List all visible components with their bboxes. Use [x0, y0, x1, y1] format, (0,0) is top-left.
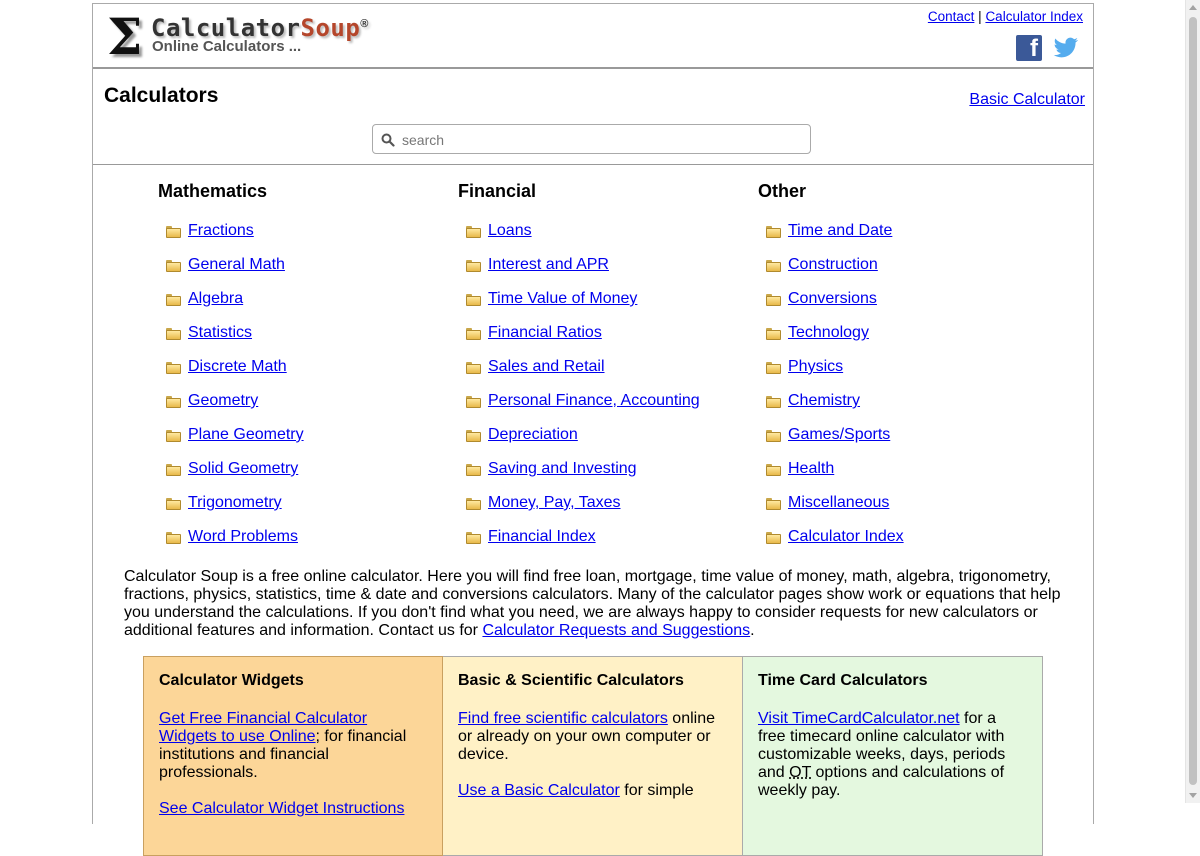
category-list: [158, 220, 458, 560]
folder-icon: [766, 294, 781, 306]
site-header: [93, 4, 1093, 69]
box-text-span: options and calculations of weekly pay.: [758, 764, 1005, 799]
scroll-up-arrow-icon[interactable]: [1189, 5, 1197, 10]
folder-icon: [466, 464, 481, 476]
list-item: [166, 356, 458, 390]
folder-icon: [166, 328, 181, 340]
box-title: Calculator Widgets: [159, 672, 304, 689]
top-links: [928, 9, 1083, 24]
box-text: [458, 710, 727, 764]
widgets-link[interactable]: Get Free Financial Calculator Widgets to use Online: [159, 710, 368, 745]
category-link[interactable]: Financial Index: [488, 528, 596, 545]
list-item: [766, 322, 1058, 356]
list-item: [166, 254, 458, 288]
category-link[interactable]: Depreciation: [488, 426, 578, 443]
folder-icon: [466, 226, 481, 238]
intro-paragraph: [124, 568, 1069, 640]
page-container: [92, 3, 1094, 824]
folder-icon: [166, 260, 181, 272]
folder-icon: [166, 362, 181, 374]
box-text-span: for a free timecard online calculator with customizable weeks, days, periods and: [758, 710, 1006, 781]
category-link[interactable]: Interest and APR: [488, 256, 609, 273]
list-item: [466, 390, 758, 424]
search-icon: [381, 133, 395, 147]
category-link[interactable]: Construction: [788, 256, 878, 273]
twitter-icon[interactable]: [1052, 35, 1080, 61]
category-link[interactable]: Chemistry: [788, 392, 861, 409]
list-item: [466, 220, 758, 254]
list-item: [466, 458, 758, 492]
folder-icon: [766, 226, 781, 238]
folder-icon: [466, 498, 481, 510]
list-item: [766, 390, 1058, 424]
scientific-box: [443, 656, 743, 856]
folder-icon: [766, 396, 781, 408]
folder-icon: [766, 362, 781, 374]
list-item: [466, 526, 758, 560]
category-link[interactable]: General Math: [188, 256, 285, 273]
folder-icon: [766, 430, 781, 442]
box-title: Time Card Calculators: [758, 672, 928, 689]
link-separator: |: [978, 9, 982, 24]
list-item: [466, 254, 758, 288]
scrollbar[interactable]: [1185, 0, 1200, 803]
contact-link[interactable]: Contact: [927, 9, 975, 24]
folder-icon: [766, 260, 781, 272]
category-link[interactable]: Miscellaneous: [788, 494, 890, 511]
category-link[interactable]: Geometry: [188, 392, 259, 409]
widgets-box: [143, 656, 443, 856]
folder-icon: [166, 464, 181, 476]
folder-icon: [166, 396, 181, 408]
list-item: [766, 458, 1058, 492]
facebook-icon[interactable]: f: [1016, 35, 1042, 61]
list-item: [166, 424, 458, 458]
category-list: [758, 220, 1058, 560]
folder-icon: [766, 498, 781, 510]
column-other: [758, 180, 1058, 560]
timecard-link[interactable]: Visit TimeCardCalculator.net: [758, 710, 960, 727]
folder-icon: [166, 430, 181, 442]
folder-icon: [766, 464, 781, 476]
overtime-abbr: OT: [789, 764, 812, 781]
scroll-thumb[interactable]: [1189, 17, 1197, 785]
title-area: [93, 69, 1093, 165]
category-link[interactable]: Trigonometry: [188, 494, 282, 511]
category-link[interactable]: Money, Pay, Taxes: [488, 494, 621, 511]
column-financial: [458, 180, 758, 560]
folder-icon: [166, 498, 181, 510]
category-link[interactable]: Calculator Index: [788, 528, 904, 545]
category-link[interactable]: Games/Sports: [788, 426, 891, 443]
list-item: [466, 356, 758, 390]
logo-sigma-icon[interactable]: Σ: [107, 7, 143, 66]
list-item: [766, 492, 1058, 526]
box-title: Basic & Scientific Calculators: [458, 672, 684, 689]
folder-icon: [166, 226, 181, 238]
category-list: [458, 220, 758, 560]
category-link[interactable]: Financial Ratios: [488, 324, 602, 341]
list-item: [766, 254, 1058, 288]
category-link[interactable]: Personal Finance, Accounting: [488, 392, 700, 409]
category-link[interactable]: Physics: [788, 358, 844, 375]
category-link[interactable]: Conversions: [788, 290, 877, 307]
folder-icon: [166, 532, 181, 544]
calculator-index-link[interactable]: Calculator Index: [985, 9, 1083, 24]
search-input[interactable]: [400, 128, 804, 152]
timecard-box: [743, 656, 1043, 856]
box-text: [758, 710, 1027, 800]
column-heading: Mathematics: [158, 181, 268, 201]
scientific-link[interactable]: Find free scientific calculators: [458, 710, 668, 727]
feature-boxes: [143, 656, 1043, 856]
requests-link[interactable]: Calculator Requests and Suggestions: [482, 622, 751, 639]
folder-icon: [466, 328, 481, 340]
social-links: [1016, 35, 1080, 61]
category-link[interactable]: Sales and Retail: [488, 358, 605, 375]
category-link[interactable]: Time Value of Money: [488, 290, 638, 307]
logo-name-calculator: Calculator: [151, 14, 301, 42]
category-link[interactable]: Plane Geometry: [188, 426, 304, 443]
category-link[interactable]: Word Problems: [188, 528, 298, 545]
list-item: [766, 526, 1058, 560]
list-item: [166, 458, 458, 492]
basic-calc-box-link[interactable]: Use a Basic Calculator: [458, 782, 620, 799]
category-link[interactable]: Loans: [488, 222, 532, 239]
list-item: [166, 390, 458, 424]
folder-icon: [466, 430, 481, 442]
list-item: [766, 220, 1058, 254]
registered-mark: ®: [360, 18, 369, 30]
category-link[interactable]: Health: [788, 460, 835, 477]
column-heading: Financial: [458, 181, 537, 201]
list-item: [166, 492, 458, 526]
list-item: [166, 526, 458, 560]
box-text-span: online or already on your own computer or device.: [458, 710, 716, 763]
folder-icon: [466, 396, 481, 408]
intro-end: .: [750, 622, 755, 639]
box-text-span: for simple: [619, 782, 694, 799]
widget-instructions-link[interactable]: See Calculator Widget Instructions: [159, 800, 405, 817]
category-link[interactable]: Statistics: [188, 324, 253, 341]
folder-icon: [766, 328, 781, 340]
category-link[interactable]: Discrete Math: [188, 358, 287, 375]
list-item: [766, 288, 1058, 322]
box-text-span: ; for financial institutions and financial professionals.: [159, 728, 407, 781]
logo-name-soup: Soup: [300, 14, 361, 42]
list-item: [166, 322, 458, 356]
intro-text: Calculator Soup is a free online calculator. Here you will find free loan, mortgage, time value of money, math, algebra, trigonometry, fractions, physics, statistics, time & date and conversions calculators. Many of the calculator pages show work or equations that help you understand the calculations. If you don't find what you need, we are always happy to consider requests for new calculators or additional features and information. Contact us for: [124, 568, 1061, 639]
list-item: [466, 492, 758, 526]
category-link[interactable]: Algebra: [188, 290, 244, 307]
column-heading: Other: [758, 181, 807, 201]
column-mathematics: [158, 180, 458, 560]
site-tagline: Online Calculators ...: [152, 38, 302, 55]
category-link[interactable]: Fractions: [188, 222, 254, 239]
list-item: [166, 220, 458, 254]
category-link[interactable]: Saving and Investing: [488, 460, 637, 477]
list-item: [466, 288, 758, 322]
list-item: [166, 288, 458, 322]
category-link[interactable]: Technology: [788, 324, 869, 341]
page-title: Calculators: [104, 84, 219, 107]
box-text: [458, 782, 727, 800]
folder-icon: [466, 260, 481, 272]
folder-icon: [466, 294, 481, 306]
basic-calculator-link[interactable]: Basic Calculator: [969, 91, 1085, 108]
search-box[interactable]: [372, 124, 811, 154]
folder-icon: [466, 362, 481, 374]
list-item: [466, 424, 758, 458]
folder-icon: [166, 294, 181, 306]
list-item: [466, 322, 758, 356]
list-item: [766, 356, 1058, 390]
folder-icon: [766, 532, 781, 544]
list-item: [766, 424, 1058, 458]
scroll-down-arrow-icon[interactable]: [1189, 793, 1197, 798]
category-link[interactable]: Time and Date: [788, 222, 893, 239]
box-text: [159, 710, 427, 782]
folder-icon: [466, 532, 481, 544]
category-link[interactable]: Solid Geometry: [188, 460, 299, 477]
